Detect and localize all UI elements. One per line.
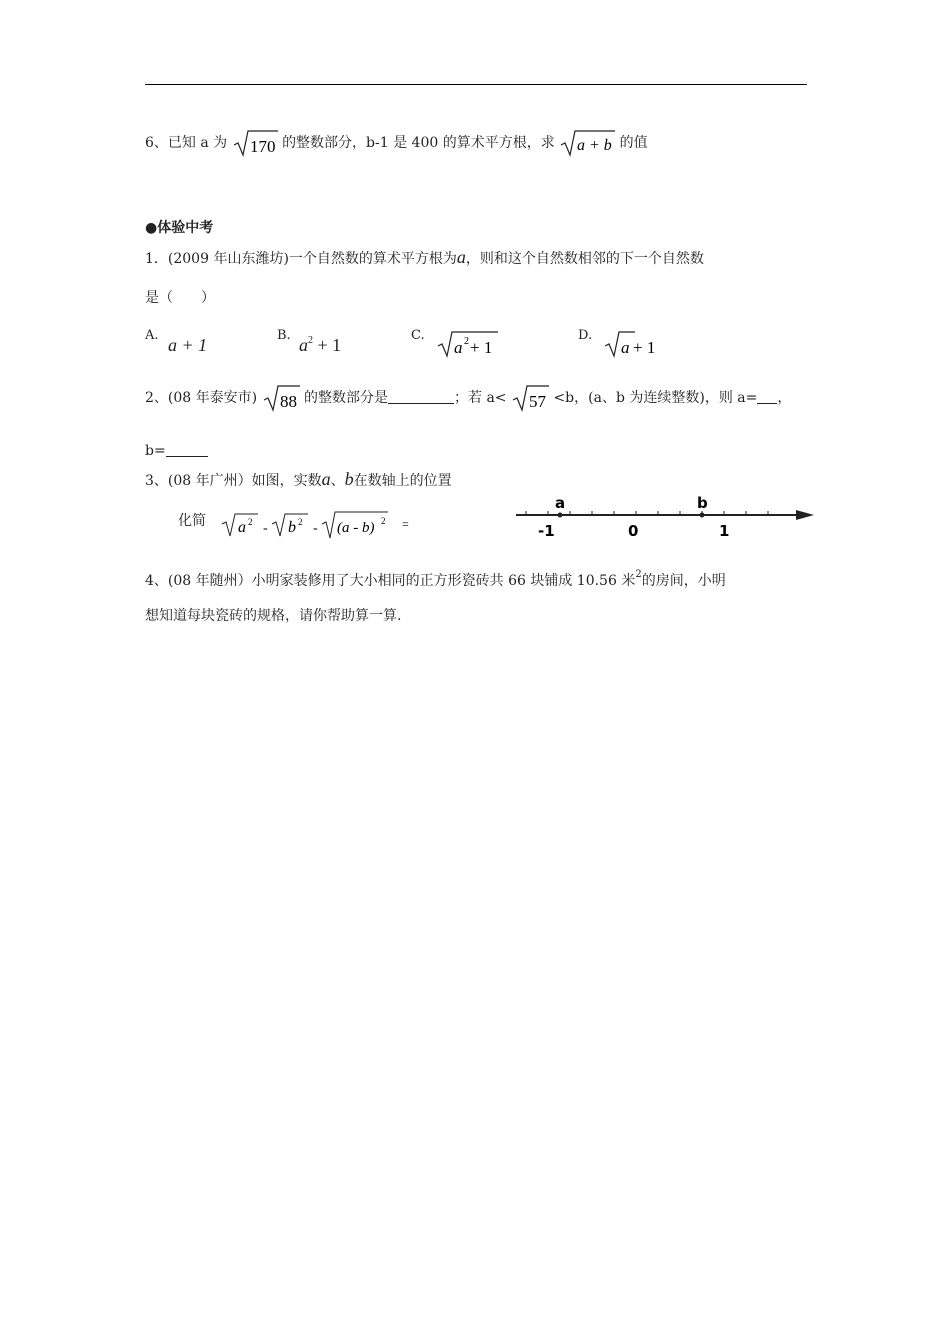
number-line-arrow	[796, 510, 814, 520]
p3-var-a: a	[321, 469, 331, 489]
problem-4-line-2: 想知道每块瓷砖的规格，请你帮助算一算.	[145, 608, 402, 624]
svg-text:2: 2	[248, 517, 253, 527]
option-a-expr: a + 1	[168, 335, 208, 355]
option-d-label: D.	[578, 328, 593, 343]
svg-text:-: -	[263, 521, 268, 536]
simplify-expression	[218, 502, 418, 542]
blank-integer-part[interactable]	[388, 389, 454, 404]
header-rule	[145, 84, 807, 85]
svg-text:a: a	[238, 519, 246, 536]
sqrt-a-plus-b-radicand: a + b	[577, 137, 612, 154]
blank-b[interactable]	[166, 442, 208, 457]
sqrt-57	[511, 383, 549, 413]
option-b-expr: $a^2 + 1$	[299, 335, 342, 355]
simplify-label: 化简	[178, 513, 206, 529]
svg-text:b: b	[288, 519, 296, 536]
label-a: a	[555, 494, 566, 512]
svg-text:2: 2	[464, 336, 469, 347]
point-b	[700, 513, 705, 518]
svg-text:a: a	[454, 338, 463, 357]
svg-text:=: =	[402, 517, 409, 531]
option-c-sqrt	[436, 329, 500, 359]
tick-label-1: 1	[719, 522, 730, 540]
q6-prefix: 6、已知 a 为	[145, 135, 228, 151]
svg-text:88: 88	[279, 392, 297, 411]
p1-var-a: a	[456, 247, 466, 267]
sqrt-170-radicand: 170	[249, 137, 276, 156]
svg-text:+ 1: + 1	[633, 338, 656, 357]
problem-2-line-2: b=	[145, 441, 208, 461]
number-line	[512, 490, 822, 542]
point-a	[558, 513, 563, 518]
sqrt-170	[232, 128, 278, 158]
svg-text:-: -	[313, 521, 318, 536]
svg-text:2: 2	[298, 517, 303, 527]
q6-middle: 的整数部分，b-1 是 400 的算术平方根，求	[282, 135, 555, 151]
svg-text:2: 2	[381, 516, 386, 526]
q6-suffix: 的值	[619, 135, 648, 151]
sqrt-a-plus-b	[559, 128, 615, 158]
p1-prefix: 1．(2009 年山东潍坊)一个自然数的算术平方根为	[145, 251, 457, 267]
svg-text:(a - b): (a - b)	[337, 520, 375, 536]
svg-text:a: a	[621, 338, 630, 357]
option-b-label: B.	[277, 328, 291, 343]
option-d-expr	[603, 329, 667, 359]
p3-var-b: b	[344, 469, 354, 489]
problem-2-line-1: 2、(08 年泰安市) 88 的整数部分是 ；若 a< 57 <b，(a、b 为连续整数)，则 a= ，	[145, 383, 791, 413]
svg-text:+ 1: + 1	[470, 338, 493, 357]
problem-4-line-1: 4、(08 年随州）小明家装修用了大小相同的正方形瓷砖共 66 块铺成 10.56 米$^2$的房间，小明	[145, 569, 726, 589]
p1-suffix: ，则和这个自然数相邻的下一个自然数	[465, 251, 704, 267]
problem-3-line-1: 3、(08 年广州）如图，实数a、b在数轴上的位置	[145, 469, 452, 489]
problem-1-line-2: 是（ ）	[145, 290, 215, 306]
section-title: ●体验中考	[145, 220, 214, 236]
question-6	[145, 128, 648, 158]
label-b: b	[697, 494, 708, 512]
tick-label-0: 0	[628, 522, 639, 540]
tick-label-minus-1: -1	[538, 522, 555, 540]
blank-a[interactable]	[757, 389, 777, 404]
option-c-label: C.	[411, 328, 425, 343]
option-a-label: A.	[145, 328, 159, 343]
sqrt-88	[262, 383, 300, 413]
svg-text:57: 57	[529, 392, 546, 411]
problem-1-line-1	[145, 247, 704, 269]
